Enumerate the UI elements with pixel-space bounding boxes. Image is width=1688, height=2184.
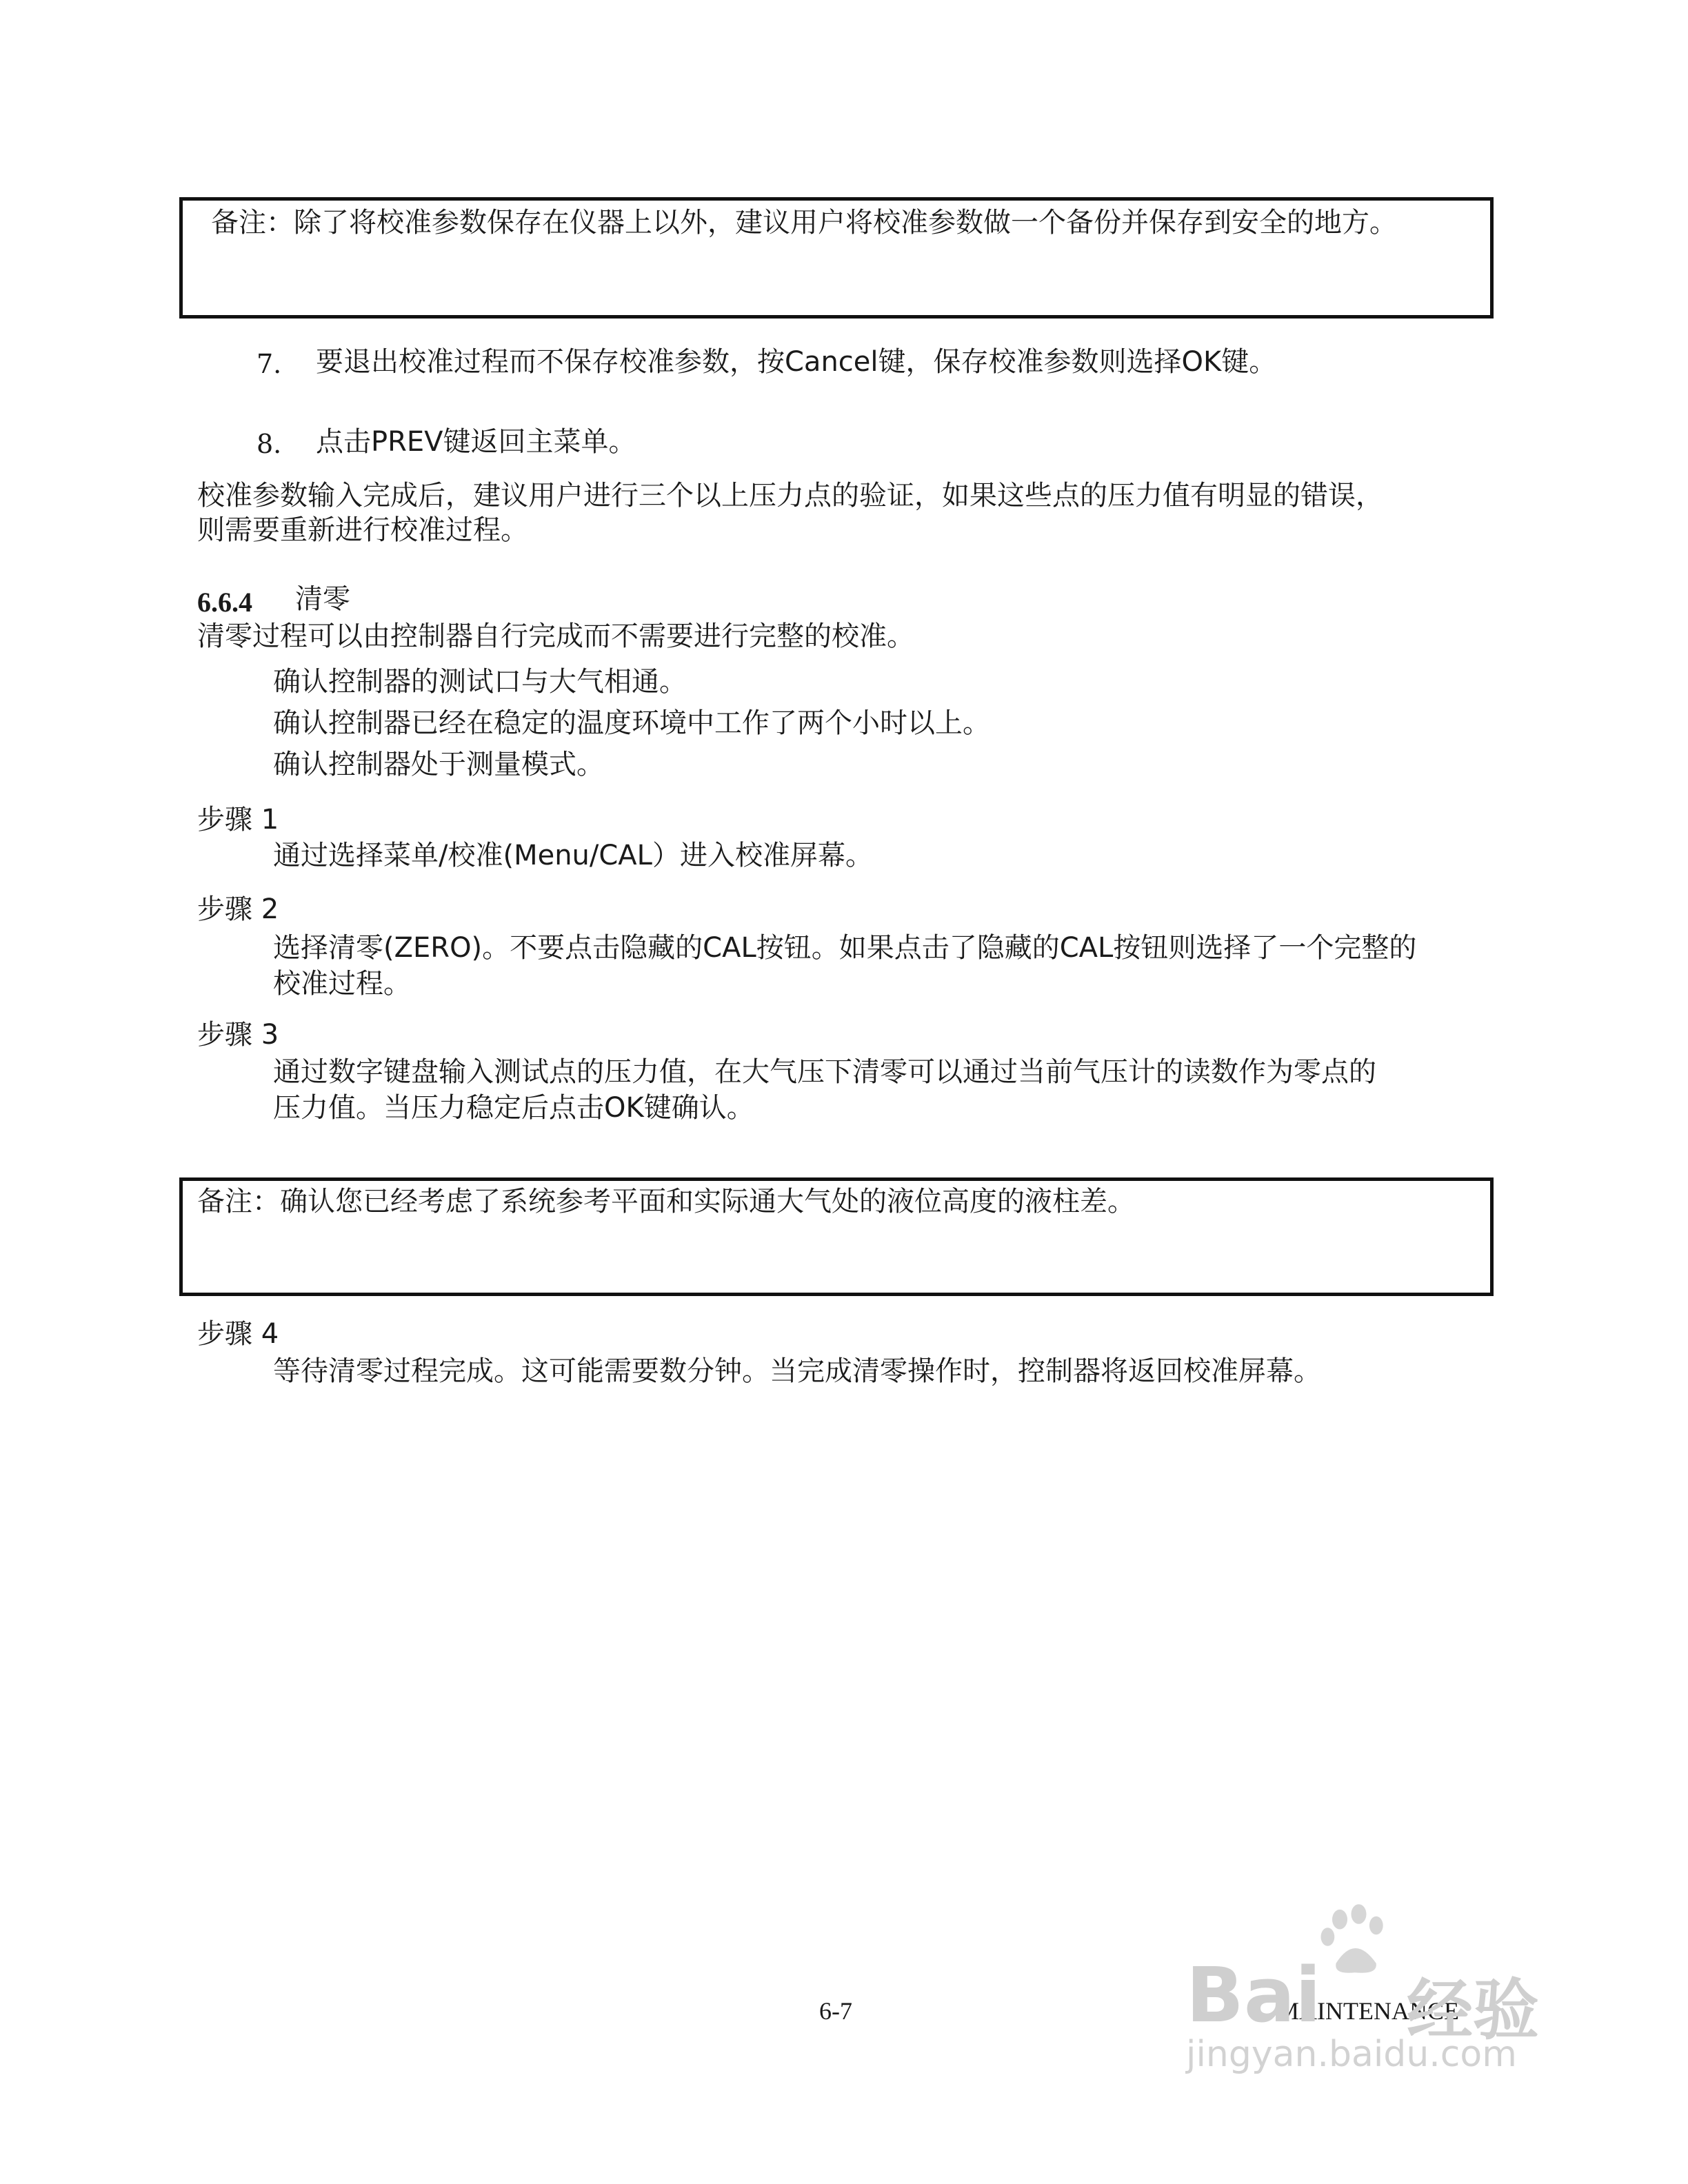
step-8-text: 点击PREV键返回主菜单。 <box>316 426 636 458</box>
step-1-label: 步骤 1 <box>197 804 279 836</box>
step-3-line-2: 压力值。当压力稳定后点击OK键确认。 <box>273 1092 754 1124</box>
step-4-label: 步骤 4 <box>197 1318 279 1350</box>
step-3-label: 步骤 3 <box>197 1019 279 1051</box>
watermark-logo <box>1186 1903 1572 2075</box>
step-2-line-1: 选择清零(ZERO)。不要点击隐藏的CAL按钮。如果点击了隐藏的CAL按钮则选择了一个完整的 <box>273 932 1417 964</box>
check-1: 确认控制器的测试口与大气相通。 <box>273 666 687 698</box>
verification-paragraph-line-2: 则需要重新进行校准过程。 <box>197 514 528 546</box>
zero-intro: 清零过程可以由控制器自行完成而不需要进行完整的校准。 <box>197 620 914 652</box>
section-title: 清零 <box>295 583 350 615</box>
watermark-brand: Bai <box>1186 1951 1321 2039</box>
step-2-label: 步骤 2 <box>197 893 279 925</box>
check-3: 确认控制器处于测量模式。 <box>273 749 604 780</box>
check-2: 确认控制器已经在稳定的温度环境中工作了两个小时以上。 <box>273 707 990 739</box>
section-number: 6.6.4 <box>197 587 252 618</box>
verification-paragraph-line-1: 校准参数输入完成后，建议用户进行三个以上压力点的验证，如果这些点的压力值有明显的错误， <box>197 480 1383 512</box>
step-4-line-1: 等待清零过程完成。这可能需要数分钟。当完成清零操作时，控制器将返回校准屏幕。 <box>273 1355 1321 1387</box>
step-8-number: 8. <box>257 429 282 459</box>
step-2-line-2: 校准过程。 <box>273 968 411 1000</box>
watermark-brand-2: 经验 <box>1407 1972 1539 2049</box>
footer-section: MAINTENANCE <box>1277 1997 1459 2025</box>
step-7-number: 7. <box>257 349 282 379</box>
step-1-line-1: 通过选择菜单/校准(Menu/CAL）进入校准屏幕。 <box>273 840 873 871</box>
watermark-url: jingyan.baidu.com <box>1186 2034 1517 2075</box>
step-7-text: 要退出校准过程而不保存校准参数，按Cancel键，保存校准参数则选择OK键。 <box>316 346 1277 378</box>
note-2-text: 备注：确认您已经考虑了系统参考平面和实际通大气处的液位高度的液柱差。 <box>197 1186 1135 1217</box>
page-number: 6-7 <box>819 1997 852 2025</box>
paw-icon <box>1317 1903 1393 1979</box>
step-3-line-1: 通过数字键盘输入测试点的压力值，在大气压下清零可以通过当前气压计的读数作为零点的 <box>273 1056 1376 1088</box>
note-1-text: 备注：除了将校准参数保存在仪器上以外，建议用户将校准参数做一个备份并保存到安全的地方。 <box>211 207 1397 239</box>
